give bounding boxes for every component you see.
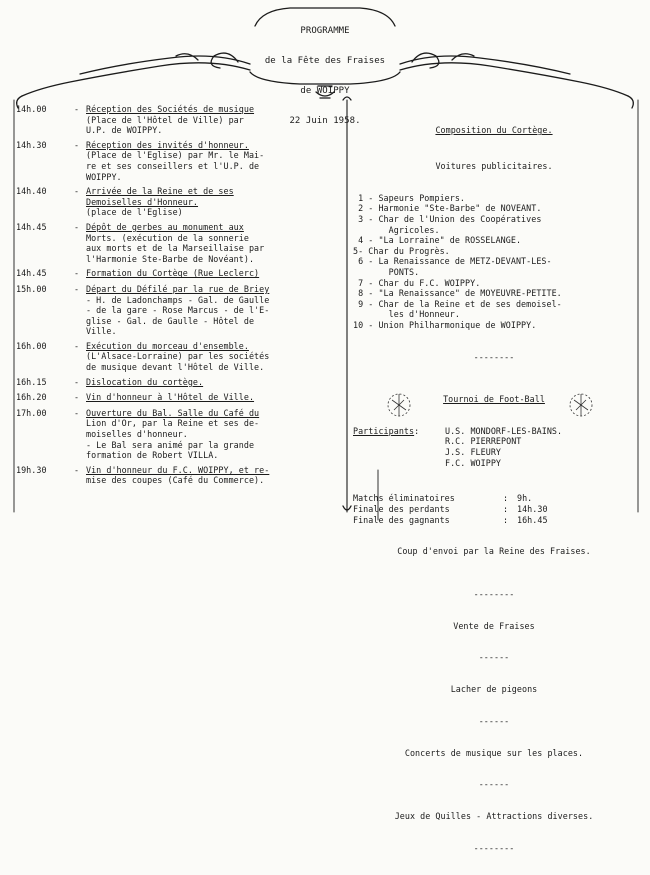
schedule-line: U.P. de WOIPPY.: [86, 125, 163, 136]
cortege-list: [353, 193, 635, 331]
schedule-text: [86, 377, 341, 388]
schedule-entry: [16, 104, 341, 136]
schedule-line: WOIPPY.: [86, 171, 122, 182]
match-colon: :: [503, 503, 509, 514]
schedule-dash: -: [74, 139, 80, 150]
schedule-line: Exécution du morceau d'ensemble.: [86, 340, 249, 351]
participant: J.S. FLEURY: [445, 447, 502, 457]
schedule-line: Départ du Défilé par la rue de Briey: [86, 283, 270, 294]
participant: U.S. MONDORF-LES-BAINS.: [445, 425, 563, 436]
schedule-dash: -: [74, 268, 80, 279]
schedule-text: [86, 222, 341, 264]
schedule-column: [16, 104, 341, 491]
cortege-item: 5- Char du Progrès.: [353, 245, 450, 256]
schedule-dash: -: [74, 186, 80, 197]
participants-list: [445, 426, 562, 468]
schedule-line: Morts. (exécution de la sonnerie: [86, 232, 249, 243]
match-schedule: [353, 493, 635, 525]
schedule-dash: -: [74, 340, 80, 351]
schedule-dash: -: [74, 392, 80, 403]
schedule-time: 14h.30: [16, 139, 47, 150]
schedule-entry: [16, 408, 341, 461]
title-line-1: PROGRAMME: [300, 26, 350, 36]
schedule-line: Ouverture du Bal. Salle du Café du: [86, 407, 260, 418]
extras-separator-4: ------: [478, 779, 510, 790]
participant: R.C. PIERREPONT: [445, 436, 522, 447]
cortege-item: les d'Honneur.: [353, 309, 460, 320]
jeux-quilles: Jeux de Quilles - Attractions diverses.: [394, 811, 594, 822]
schedule-line: (Place de l'Hôtel de Ville) par: [86, 114, 244, 125]
cortege-item: 8 - "La Renaissance" de MOYEUVRE-PETITE.: [353, 288, 562, 299]
schedule-entry: [16, 284, 341, 337]
schedule-entry: [16, 268, 341, 279]
schedule-dash: -: [74, 221, 80, 232]
schedule-dash: -: [74, 464, 80, 475]
schedule-text: [86, 465, 341, 486]
football-title: Tournoi de Foot-Ball: [443, 394, 545, 405]
cortege-item: 6 - La Renaissance de METZ-DEVANT-LES-: [353, 256, 552, 267]
extras-separator-5: --------: [473, 842, 515, 853]
schedule-line: - de la gare - Rose Marcus - de l'E-: [86, 305, 270, 316]
schedule-text: [86, 408, 341, 461]
cortege-item: Agricoles.: [353, 224, 440, 235]
schedule-time: 19h.30: [16, 464, 47, 475]
title-line-2: de la Fête des Fraises: [264, 56, 386, 66]
schedule-line: - H. de Ladonchamps - Gal. de Gaulle: [86, 294, 270, 305]
cortege-item: 7 - Char du F.C. WOIPPY.: [353, 277, 481, 288]
schedule-text: [86, 392, 341, 403]
schedule-line: (L'Alsace-Lorraine) par les sociétés: [86, 351, 270, 362]
cortege-title: Composition du Cortège.: [435, 125, 553, 136]
schedule-line: Ville.: [86, 326, 117, 337]
kickoff-note: Coup d'envoi par la Reine des Fraises.: [397, 546, 591, 557]
match-label: Finale des perdants: [353, 503, 450, 514]
cortege-intro: Voitures publicitaires.: [435, 160, 553, 171]
schedule-line: de musique devant l'Hôtel de Ville.: [86, 362, 265, 373]
schedule-time: 14h.45: [16, 268, 47, 279]
schedule-line: Réception des Sociétés de musique: [86, 104, 255, 114]
match-row: [353, 493, 635, 504]
schedule-line: Vin d'honneur à l'Hôtel de Ville.: [86, 392, 255, 403]
schedule-text: [86, 104, 341, 136]
cortege-separator: --------: [473, 351, 515, 362]
schedule-dash: -: [74, 376, 80, 387]
schedule-time: 14h.45: [16, 221, 47, 232]
schedule-time: 16h.15: [16, 376, 47, 387]
schedule-entry: [16, 377, 341, 388]
cortege-item: 10 - Union Philharmonique de WOIPPY.: [353, 319, 537, 330]
schedule-line: Vin d'honneur du F.C. WOIPPY, et re-: [86, 464, 270, 475]
schedule-line: Dépôt de gerbes au monument aux: [86, 221, 244, 232]
match-row: [353, 504, 635, 515]
participants-label: Participants: [353, 425, 415, 436]
schedule-entry: [16, 140, 341, 182]
schedule-text: [86, 341, 341, 373]
match-label: Matchs éliminatoires: [353, 493, 455, 504]
right-column: [353, 104, 635, 875]
schedule-line: l'Harmonie Ste-Barbe de Novéant).: [86, 253, 255, 264]
schedule-dash: -: [74, 104, 80, 114]
schedule-time: 14h.40: [16, 186, 47, 197]
schedule-text: [86, 186, 341, 218]
schedule-line: Arrivée de la Reine et de ses: [86, 186, 234, 197]
match-colon: :: [503, 514, 509, 525]
cortege-item: 2 - Harmonie "Ste-Barbe" de NOVEANT.: [353, 203, 542, 214]
schedule-line: Demoiselles d'Honneur.: [86, 196, 199, 207]
schedule-line: moiselles d'honneur.: [86, 429, 188, 440]
schedule-dash: -: [74, 283, 80, 294]
schedule-time: 14h.00: [16, 104, 47, 114]
match-colon: :: [503, 493, 509, 504]
schedule-line: Formation du Cortège (Rue Leclerc): [86, 268, 260, 279]
schedule-line: mise des coupes (Café du Commerce).: [86, 475, 265, 486]
schedule-line: (Place de l'Eglise) par Mr. le Mai-: [86, 150, 265, 161]
schedule-entry: [16, 222, 341, 264]
schedule-time: 16h.00: [16, 340, 47, 351]
cortege-item: 9 - Char de la Reine et de ses demoisel-: [353, 298, 562, 309]
schedule-text: [86, 284, 341, 337]
match-time: 14h.30: [517, 503, 548, 514]
schedule-line: Dislocation du cortège.: [86, 376, 204, 387]
extras-separator-3: ------: [478, 715, 510, 726]
schedule-entry: [16, 341, 341, 373]
schedule-dash: -: [74, 407, 80, 418]
match-label: Finale des gagnants: [353, 514, 450, 525]
schedule-time: 17h.00: [16, 407, 47, 418]
schedule-entry: [16, 186, 341, 218]
cortege-item: 1 - Sapeurs Pompiers.: [353, 192, 466, 203]
extras-separator-1: --------: [473, 588, 515, 599]
schedule-text: [86, 268, 341, 279]
concerts: Concerts de musique sur les places.: [404, 747, 584, 758]
vente-fraises: Vente de Fraises: [453, 620, 535, 631]
lacher-pigeons: Lacher de pigeons: [450, 684, 538, 695]
schedule-entry: [16, 392, 341, 403]
schedule-time: 16h.20: [16, 392, 47, 403]
schedule-line: (place de l'Eglise): [86, 207, 183, 218]
schedule-entry: [16, 465, 341, 486]
participant: F.C. WOIPPY: [445, 457, 502, 468]
title-line-3: de WOIPPY: [300, 86, 350, 96]
schedule-text: [86, 140, 341, 182]
schedule-line: glise - Gal. de Gaulle - Hôtel de: [86, 315, 255, 326]
schedule-line: Réception des invités d'honneur.: [86, 139, 249, 150]
match-row: [353, 515, 635, 526]
match-time: 16h.45: [517, 514, 548, 525]
schedule-line: formation de Robert VILLA.: [86, 450, 219, 461]
schedule-line: aux morts et de la Marseillaise par: [86, 243, 265, 254]
extras-separator-2: ------: [478, 652, 510, 663]
schedule-line: Lion d'Or, par la Reine et ses de-: [86, 418, 260, 429]
cortege-item: 4 - "La Lorraine" de ROSSELANGE.: [353, 235, 522, 246]
schedule-time: 15h.00: [16, 283, 47, 294]
cortege-item: 3 - Char de l'Union des Coopératives: [353, 213, 542, 224]
participants-block: Participants: U.S. MONDORF-LES-BAINS. R.C. PIERREPONT J.S. FLEURY F.C. WOIPPY: [353, 425, 563, 468]
title-line-4: 22 Juin 1958.: [289, 116, 361, 126]
schedule-line: - Le Bal sera animé par la grande: [86, 439, 255, 450]
cortege-item: PONTS.: [353, 266, 420, 277]
match-time: 9h.: [517, 493, 533, 504]
schedule-line: re et ses conseillers et l'U.P. de: [86, 160, 260, 171]
